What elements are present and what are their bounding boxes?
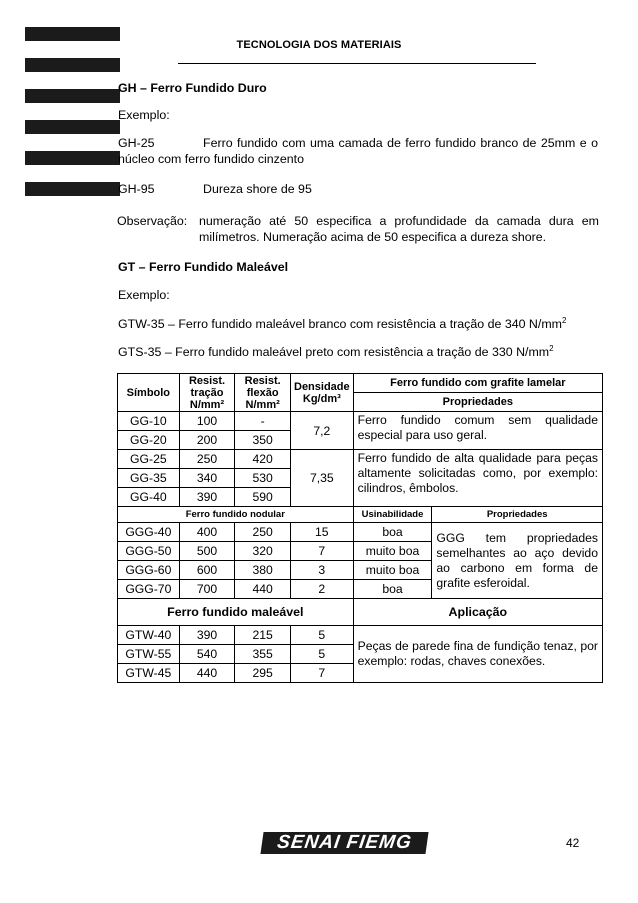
gt-example-label: Exemplo: (118, 288, 170, 302)
cell-propriedades: Ferro fundido de alta qualidade para peças altamente solicitadas como, por exemplo: cilindros, êmbolos. (353, 450, 602, 507)
cell-flexao: 420 (235, 450, 291, 469)
gh-title: GH – Ferro Fundido Duro (118, 81, 267, 95)
cell-flexao: - (235, 412, 291, 431)
header-lamelar: Ferro fundido com grafite lamelar (353, 374, 602, 393)
cell-flexao: 350 (235, 431, 291, 450)
superscript: 2 (561, 315, 567, 325)
cell-symbol: GGG-70 (118, 580, 180, 599)
cell-usinabilidade: boa (353, 580, 432, 599)
cast-iron-table (117, 373, 603, 683)
page-number: 42 (566, 836, 580, 850)
cell-flexao: 590 (235, 488, 291, 507)
cell-flexao: 440 (235, 580, 291, 599)
cell-symbol: GG-40 (118, 488, 180, 507)
cell-flexao: 215 (235, 626, 291, 645)
header-propriedades-nodular: Propriedades (432, 507, 603, 523)
gt-title: GT – Ferro Fundido Maleável (118, 260, 289, 274)
decorative-bar (25, 151, 120, 165)
cell-symbol: GTW-55 (118, 645, 180, 664)
cell-flexao: 250 (235, 523, 291, 542)
cell-flexao: 320 (235, 542, 291, 561)
senai-fiemg-logo: SENAI FIEMG (260, 832, 428, 854)
cell-symbol: GG-25 (118, 450, 180, 469)
gts-text: GTS-35 – Ferro fundido maleável preto com resistência a tração de 330 N/mm (118, 345, 550, 359)
cell-densidade: 7,2 (291, 412, 354, 450)
header-densidade: Densidade Kg/dm³ (291, 374, 354, 412)
observation-label: Observação: (117, 214, 188, 228)
cell-symbol: GGG-50 (118, 542, 180, 561)
observation-text: numeração até 50 especifica a profundidade da camada dura em milímetros. Numeração acima de 50 especifica a dureza shore. (199, 214, 599, 244)
cell-symbol: GG-35 (118, 469, 180, 488)
header-maleavel: Ferro fundido maleável (118, 599, 354, 626)
cell-tracao: 440 (179, 664, 235, 683)
table-row (118, 626, 603, 645)
cell-propriedades: GGG tem propriedades semelhantes ao aço devido ao carbono em forma de grafite esferoidal. (432, 523, 603, 599)
cell-symbol: GG-20 (118, 431, 180, 450)
cell-tracao: 390 (179, 488, 235, 507)
cell-tracao: 100 (179, 412, 235, 431)
cell-densidade: 15 (291, 523, 354, 542)
cell-tracao: 200 (179, 431, 235, 450)
cell-aplicacao: Peças de parede fina de fundição tenaz, por exemplo: rodas, chaves conexões. (353, 626, 602, 683)
cell-usinabilidade: muito boa (353, 542, 432, 561)
cell-tracao: 500 (179, 542, 235, 561)
cell-symbol: GTW-45 (118, 664, 180, 683)
decorative-bar (25, 120, 120, 134)
cell-flexao: 355 (235, 645, 291, 664)
cell-tracao: 340 (179, 469, 235, 488)
cell-densidade: 2 (291, 580, 354, 599)
cell-symbol: GGG-60 (118, 561, 180, 580)
cell-propriedades: Ferro fundido comum sem qualidade especial para uso geral. (353, 412, 602, 450)
header-simbolo: Símbolo (118, 374, 180, 412)
header-propriedades: Propriedades (353, 393, 602, 412)
cell-flexao: 380 (235, 561, 291, 580)
cell-densidade: 7 (291, 664, 354, 683)
gh-item-code: GH-95 (118, 182, 155, 196)
table-row (118, 450, 603, 469)
gh-item-code: GH-25 (118, 136, 155, 150)
cell-symbol: GTW-40 (118, 626, 180, 645)
table-row (118, 412, 603, 431)
header-title: TECNOLOGIA DOS MATERIAIS (236, 39, 402, 51)
cell-densidade: 7,35 (291, 450, 354, 507)
decorative-bar (25, 182, 120, 196)
cell-flexao: 295 (235, 664, 291, 683)
header-rule (178, 63, 536, 64)
gh-item-25 (118, 135, 598, 167)
cell-symbol: GG-10 (118, 412, 180, 431)
cell-tracao: 540 (179, 645, 235, 664)
cell-usinabilidade: muito boa (353, 561, 432, 580)
gtw-line (118, 316, 598, 332)
cell-tracao: 600 (179, 561, 235, 580)
observation (117, 213, 599, 245)
decorative-bar (25, 58, 120, 72)
cell-densidade: 3 (291, 561, 354, 580)
gh-item-text: Ferro fundido com uma camada de ferro fundido branco de 25mm e o núcleo com ferro fundido cinzento (118, 136, 598, 166)
decorative-bars (25, 27, 120, 213)
cell-usinabilidade: boa (353, 523, 432, 542)
header-usinabilidade: Usinabilidade (353, 507, 432, 523)
cell-tracao: 400 (179, 523, 235, 542)
gts-line (118, 344, 598, 360)
superscript: 2 (549, 343, 554, 353)
cell-tracao: 250 (179, 450, 235, 469)
header-flexao: Resist. flexão N/mm² (235, 374, 291, 412)
cell-tracao: 700 (179, 580, 235, 599)
cell-tracao: 390 (179, 626, 235, 645)
decorative-bar (25, 89, 120, 103)
header-aplicacao: Aplicação (353, 599, 602, 626)
cell-flexao: 530 (235, 469, 291, 488)
gh-item-text: Dureza shore de 95 (203, 182, 312, 196)
header-nodular: Ferro fundido nodular (118, 507, 354, 523)
header-tracao: Resist. tração N/mm² (179, 374, 235, 412)
gh-item-95 (118, 181, 598, 197)
table-row (118, 523, 603, 542)
gh-example-label: Exemplo: (118, 108, 170, 122)
gtw-text: GTW-35 – Ferro fundido maleável branco com resistência a tração de 340 N/mm (118, 317, 562, 331)
cell-densidade: 5 (291, 626, 354, 645)
cell-symbol: GGG-40 (118, 523, 180, 542)
cell-densidade: 5 (291, 645, 354, 664)
cell-densidade: 7 (291, 542, 354, 561)
